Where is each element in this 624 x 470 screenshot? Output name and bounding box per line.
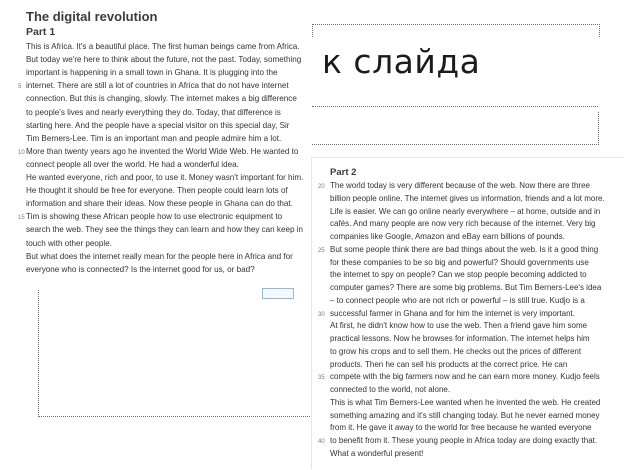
- text-line: But what does the internet really mean for the people here in Africa and for: [26, 251, 293, 261]
- text-line: More than twenty years ago he invented the World Wide Web. He wanted to: [26, 146, 299, 156]
- slide-title-text[interactable]: к слайда: [322, 42, 481, 81]
- textbook-page-part1[interactable]: [0, 0, 312, 290]
- page-title: The digital revolution: [26, 9, 158, 24]
- text-line: What a wonderful present!: [330, 448, 424, 458]
- text-line: compete with the big farmers now and he can earn more money. Kudjo feels: [330, 372, 600, 382]
- text-line: This is Africa. It's a beautiful place. The first human beings came from Africa.: [26, 42, 300, 51]
- text-line: search the web. They see the things they can learn and how they can keep in: [26, 225, 304, 235]
- line-number: 15: [18, 215, 25, 222]
- text-line: Tim Berners-Lee. Tim is an important man and people admire him a lot.: [26, 133, 282, 143]
- line-number: 40: [318, 439, 325, 445]
- text-line: He wanted everyone, rich and poor, to use it. Money wasn't important for him.: [26, 173, 304, 182]
- text-line: But some people think there are bad things about the web. Is it a good thing: [330, 244, 599, 254]
- text-line: Life is easier. We can go online nearly everywhere – at home, outside and in: [330, 206, 601, 216]
- text-line: to people's lives and nearly everything they do. Today, that difference is: [26, 107, 281, 117]
- line-number: 5: [18, 84, 22, 91]
- text-line: to grow his crops and to sell them. He checks out the prices of different: [330, 346, 582, 356]
- text-line: starting here. And the people have a special visitor on this special day, Sir: [26, 120, 290, 130]
- textbook-page-part2[interactable]: [312, 158, 624, 470]
- line-number: 10: [18, 149, 25, 156]
- text-line: cafés. And many people are now very rich because of the internet. Very big: [330, 219, 596, 229]
- text-line: – to connect people who are not rich or powerful – is still true. Kudjo is a: [330, 295, 585, 305]
- text-line: everyone who is connected? Is the internet good for us, or bad?: [26, 264, 255, 274]
- text-line: to benefit from it. These young people in Africa today are doing exactly that.: [330, 436, 598, 445]
- text-line: information and share their ideas. Now these people in Ghana can do that.: [26, 199, 293, 209]
- text-line: This is what Tim Berners-Lee wanted when he invented the web. He created: [330, 397, 601, 407]
- text-line: products. Then he can sell his products at the correct price. He can: [330, 359, 568, 369]
- part1-heading: Part 1: [26, 26, 56, 38]
- text-line: connected to the world, not alone.: [330, 385, 451, 394]
- text-line: Tim is showing these African people how to use electronic equipment to: [26, 212, 283, 222]
- text-line: for these companies to be so big and powerful? Should governments use: [330, 257, 589, 267]
- text-line: computer games? There are some big problems. But Tim Berners-Lee's idea: [330, 283, 602, 292]
- text-line: connection. But this is changing, slowly. The internet makes a big difference: [26, 94, 297, 104]
- text-line: important is happening in a small town in Ghana. It is plugging into the: [26, 68, 278, 78]
- text-line: the internet to spy on people? Can we stop people becoming addicted to: [330, 270, 587, 280]
- text-line: successful farmer in Ghana and for him the internet is very important.: [330, 308, 575, 318]
- text-line: At first, he didn't know how to use the web. Then a friend gave him some: [330, 321, 588, 331]
- text-line: something amazing and it's still changing today. But he never earned money: [330, 410, 600, 420]
- line-number: 25: [318, 247, 325, 254]
- text-line: He thought it should be free for everyone. Then people could learn lots of: [26, 186, 288, 196]
- part2-heading: Part 2: [330, 167, 357, 178]
- text-line: billion people online. The internet gives us information, friends and a lot more.: [330, 193, 605, 203]
- line-number: 20: [318, 184, 325, 190]
- text-line: from it. He gave it away to the world for free because he wanted everyone: [330, 423, 592, 433]
- slide-subtitle-placeholder[interactable]: [312, 112, 599, 145]
- text-line: internet. There are still a lot of countries in Africa that do not have internet: [26, 81, 289, 91]
- line-number: 35: [318, 375, 325, 382]
- text-line: But today we're here to think about the future, not the past. Today, something: [26, 55, 302, 65]
- text-line: companies like Google, Amazon and eBay earn billions of pounds.: [330, 232, 565, 241]
- text-line: The world today is very different because of the web. Now there are three: [330, 181, 590, 190]
- line-number: 30: [318, 311, 325, 318]
- thumbnail-image[interactable]: [262, 288, 294, 299]
- text-line: practical lessons. Now he browses for information. The internet helps him: [330, 334, 590, 343]
- text-line: connect people all over the world. He had a wonderful idea.: [26, 159, 239, 169]
- text-line: touch with other people.: [26, 238, 112, 248]
